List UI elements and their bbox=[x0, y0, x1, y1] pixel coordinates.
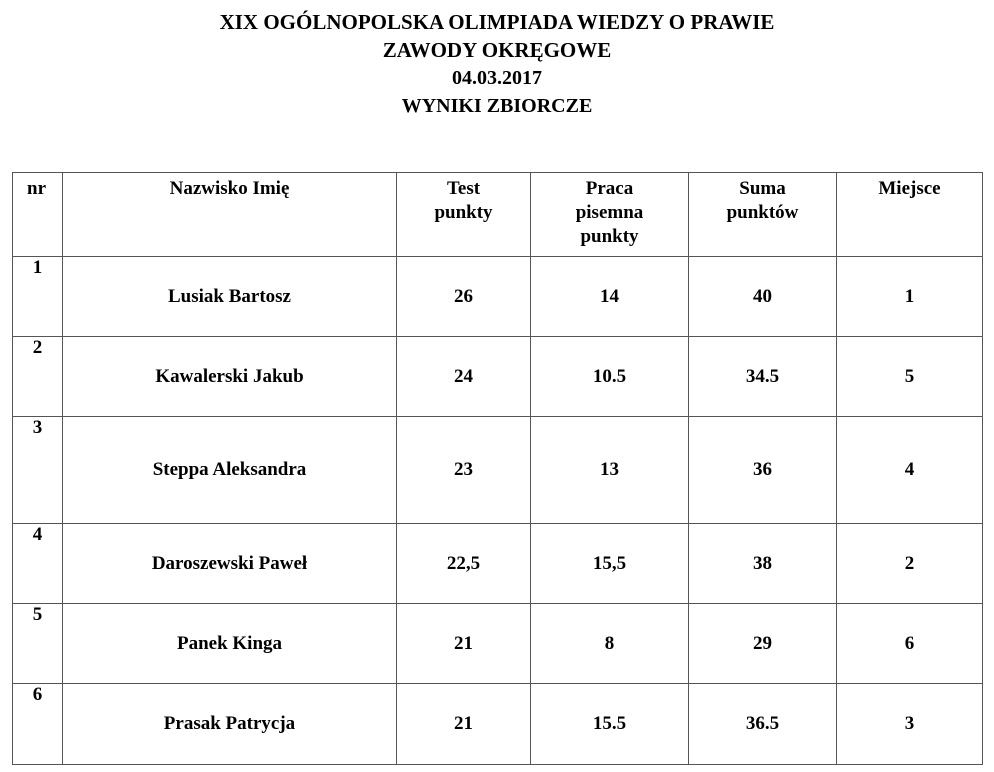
column-header-suma bbox=[689, 173, 837, 257]
cell-test: 22,5 bbox=[397, 524, 531, 604]
column-header-suma-line2: punktów bbox=[726, 202, 799, 223]
olympiad-title: XIX OGÓLNOPOLSKA OLIMPIADA WIEDZY O PRAWIE bbox=[219, 10, 775, 34]
cell-name: Panek Kinga bbox=[63, 604, 397, 684]
column-header-nr: nr bbox=[13, 173, 63, 257]
cell-test: 23 bbox=[397, 417, 531, 524]
column-header-suma-line1: Suma bbox=[739, 178, 786, 199]
cell-name: Daroszewski Paweł bbox=[63, 524, 397, 604]
cell-test: 21 bbox=[397, 604, 531, 684]
column-header-praca-line3: punkty bbox=[580, 226, 639, 247]
cell-test: 26 bbox=[397, 257, 531, 337]
table-row bbox=[13, 257, 983, 337]
cell-miejsce: 3 bbox=[837, 684, 983, 765]
cell-suma: 40 bbox=[689, 257, 837, 337]
results-heading: WYNIKI ZBIORCZE bbox=[401, 95, 593, 117]
column-header-test bbox=[397, 173, 531, 257]
cell-nr: 3 bbox=[13, 417, 63, 524]
column-header-praca-line1: Praca bbox=[585, 178, 634, 199]
cell-praca: 8 bbox=[531, 604, 689, 684]
cell-praca: 15.5 bbox=[531, 684, 689, 765]
results-table bbox=[12, 172, 983, 765]
cell-miejsce: 2 bbox=[837, 524, 983, 604]
cell-suma: 36.5 bbox=[689, 684, 837, 765]
cell-nr: 5 bbox=[13, 604, 63, 684]
cell-suma: 34.5 bbox=[689, 337, 837, 417]
cell-praca: 10.5 bbox=[531, 337, 689, 417]
column-header-miejsce: Miejsce bbox=[837, 173, 983, 257]
table-row bbox=[13, 684, 983, 765]
cell-praca: 15,5 bbox=[531, 524, 689, 604]
cell-suma: 38 bbox=[689, 524, 837, 604]
cell-miejsce: 4 bbox=[837, 417, 983, 524]
cell-name: Prasak Patrycja bbox=[63, 684, 397, 765]
cell-miejsce: 1 bbox=[837, 257, 983, 337]
cell-nr: 4 bbox=[13, 524, 63, 604]
cell-miejsce: 5 bbox=[837, 337, 983, 417]
cell-nr: 6 bbox=[13, 684, 63, 765]
column-header-praca bbox=[531, 173, 689, 257]
cell-name: Steppa Aleksandra bbox=[63, 417, 397, 524]
cell-praca: 14 bbox=[531, 257, 689, 337]
column-header-test-line1: Test bbox=[446, 178, 481, 199]
column-header-praca-line2: pisemna bbox=[575, 202, 644, 223]
cell-name: Lusiak Bartosz bbox=[63, 257, 397, 337]
table-row bbox=[13, 417, 983, 524]
cell-nr: 1 bbox=[13, 257, 63, 337]
cell-suma: 36 bbox=[689, 417, 837, 524]
cell-praca: 13 bbox=[531, 417, 689, 524]
cell-test: 21 bbox=[397, 684, 531, 765]
table-row bbox=[13, 604, 983, 684]
cell-suma: 29 bbox=[689, 604, 837, 684]
table-row bbox=[13, 337, 983, 417]
table-header-row bbox=[13, 173, 983, 257]
cell-test: 24 bbox=[397, 337, 531, 417]
cell-nr: 2 bbox=[13, 337, 63, 417]
cell-name: Kawalerski Jakub bbox=[63, 337, 397, 417]
table-row bbox=[13, 524, 983, 604]
competition-stage: ZAWODY OKRĘGOWE bbox=[382, 38, 612, 62]
cell-miejsce: 6 bbox=[837, 604, 983, 684]
competition-date: 04.03.2017 bbox=[452, 67, 542, 89]
column-header-name: Nazwisko Imię bbox=[63, 173, 397, 257]
column-header-test-line2: punkty bbox=[434, 202, 493, 223]
document-header bbox=[0, 8, 994, 120]
